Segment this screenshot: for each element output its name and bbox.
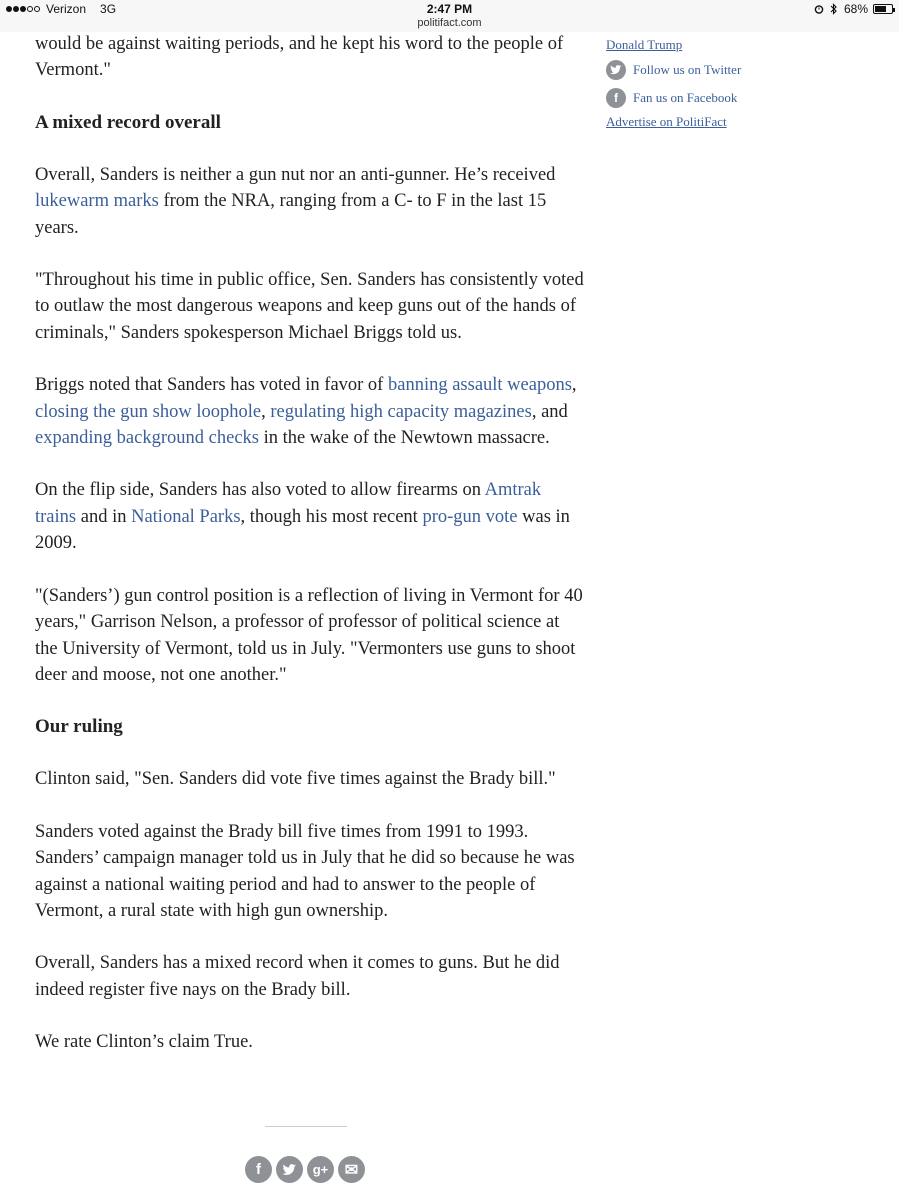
fan-facebook-link[interactable]: Fan us on Facebook [633, 90, 738, 105]
link-closing-gun-show-loophole[interactable]: closing the gun show loophole [35, 401, 262, 422]
sidebar [606, 34, 741, 130]
paragraph-3: Briggs noted that Sanders has voted in favor of banning assault weapons, closing the gun show loophole, regulating high capacity magazines, and expanding background checks in the wake of the Newtown massacre. [35, 375, 577, 449]
article-body [35, 31, 585, 1082]
paragraph-7: Sanders voted against the Brady bill five times from 1991 to 1993. Sanders’ campaign manager told us in July that he did so because he was against a national waiting period and had to answer to the people of Vermont, a rural state with high gun ownership. [35, 821, 575, 921]
paragraph-2: "Throughout his time in public office, Sen. Sanders has consistently voted to outlaw the most dangerous weapons and keep guns out of the hands of criminals," Sanders spokesperson Michael Briggs told us. [35, 270, 584, 343]
fan-facebook-row[interactable] [606, 84, 741, 112]
facebook-icon: f [606, 88, 626, 108]
battery-percent: 68% [843, 2, 868, 16]
share-divider [265, 1126, 347, 1127]
carrier-name: Verizon [46, 2, 87, 16]
heading-our-ruling: Our ruling [35, 716, 123, 738]
status-time: 2:47 PM [426, 2, 473, 16]
share-facebook-icon[interactable]: f [245, 1156, 272, 1183]
sidebar-link-donald-trump[interactable]: Donald Trump [606, 37, 683, 52]
paragraph-9: We rate Clinton’s claim True. [35, 1032, 253, 1053]
paragraph-5: "(Sanders’) gun control position is a reflection of living in Vermont for 40 years," Garrison Nelson, a professor of professor of political science at the University of Vermont, told us in July. "Vermonters use guns to shoot deer and moose, not one another." [35, 585, 583, 685]
share-google-plus-icon[interactable]: g+ [307, 1156, 334, 1183]
link-amtrak-trains[interactable]: Amtrak trains [35, 480, 542, 527]
bluetooth-icon [830, 3, 838, 15]
paragraph-8: Overall, Sanders has a mixed record when it comes to guns. But he did indeed register five nays on the Brady bill. [35, 953, 560, 1000]
link-regulating-high-capacity-magazines[interactable]: regulating high capacity magazines [270, 401, 532, 422]
link-banning-assault-weapons[interactable]: banning assault weapons [387, 375, 572, 396]
alarm-icon [814, 4, 824, 14]
link-pro-gun-vote[interactable]: pro-gun vote [422, 506, 518, 527]
follow-twitter-row[interactable] [606, 56, 741, 84]
status-bar [0, 0, 899, 32]
share-bar [245, 1156, 369, 1183]
twitter-icon [606, 60, 626, 80]
link-lukewarm-marks[interactable]: lukewarm marks [35, 191, 159, 212]
paragraph-0: would be against waiting periods, and he kept his word to the people of Vermont." [35, 34, 564, 81]
share-twitter-icon[interactable] [276, 1156, 303, 1183]
follow-twitter-link[interactable]: Follow us on Twitter [633, 62, 742, 77]
paragraph-6: Clinton said, "Sen. Sanders did vote five times against the Brady bill." [35, 769, 556, 790]
share-email-icon[interactable]: ✉ [338, 1156, 365, 1183]
battery-fill [875, 6, 886, 12]
battery-icon [873, 4, 893, 14]
paragraph-4: On the flip side, Sanders has also voted to allow firearms on Amtrak trains and in National Parks, though his most recent pro-gun vote was in 2009. [35, 480, 570, 554]
status-right [814, 2, 893, 16]
paragraph-1: Overall, Sanders is neither a gun nut nor an anti-gunner. He’s received lukewarm marks from the NRA, ranging from a C- to F in the last 15 years. [35, 164, 556, 238]
link-national-parks[interactable]: National Parks [131, 506, 241, 527]
link-expanding-background-checks[interactable]: expanding background checks [35, 428, 259, 449]
address-bar-url[interactable]: politifact.com [417, 17, 482, 29]
network-type: 3G [100, 2, 117, 16]
advertise-link[interactable]: Advertise on PolitiFact [606, 114, 727, 129]
heading-mixed-record: A mixed record overall [35, 111, 221, 133]
